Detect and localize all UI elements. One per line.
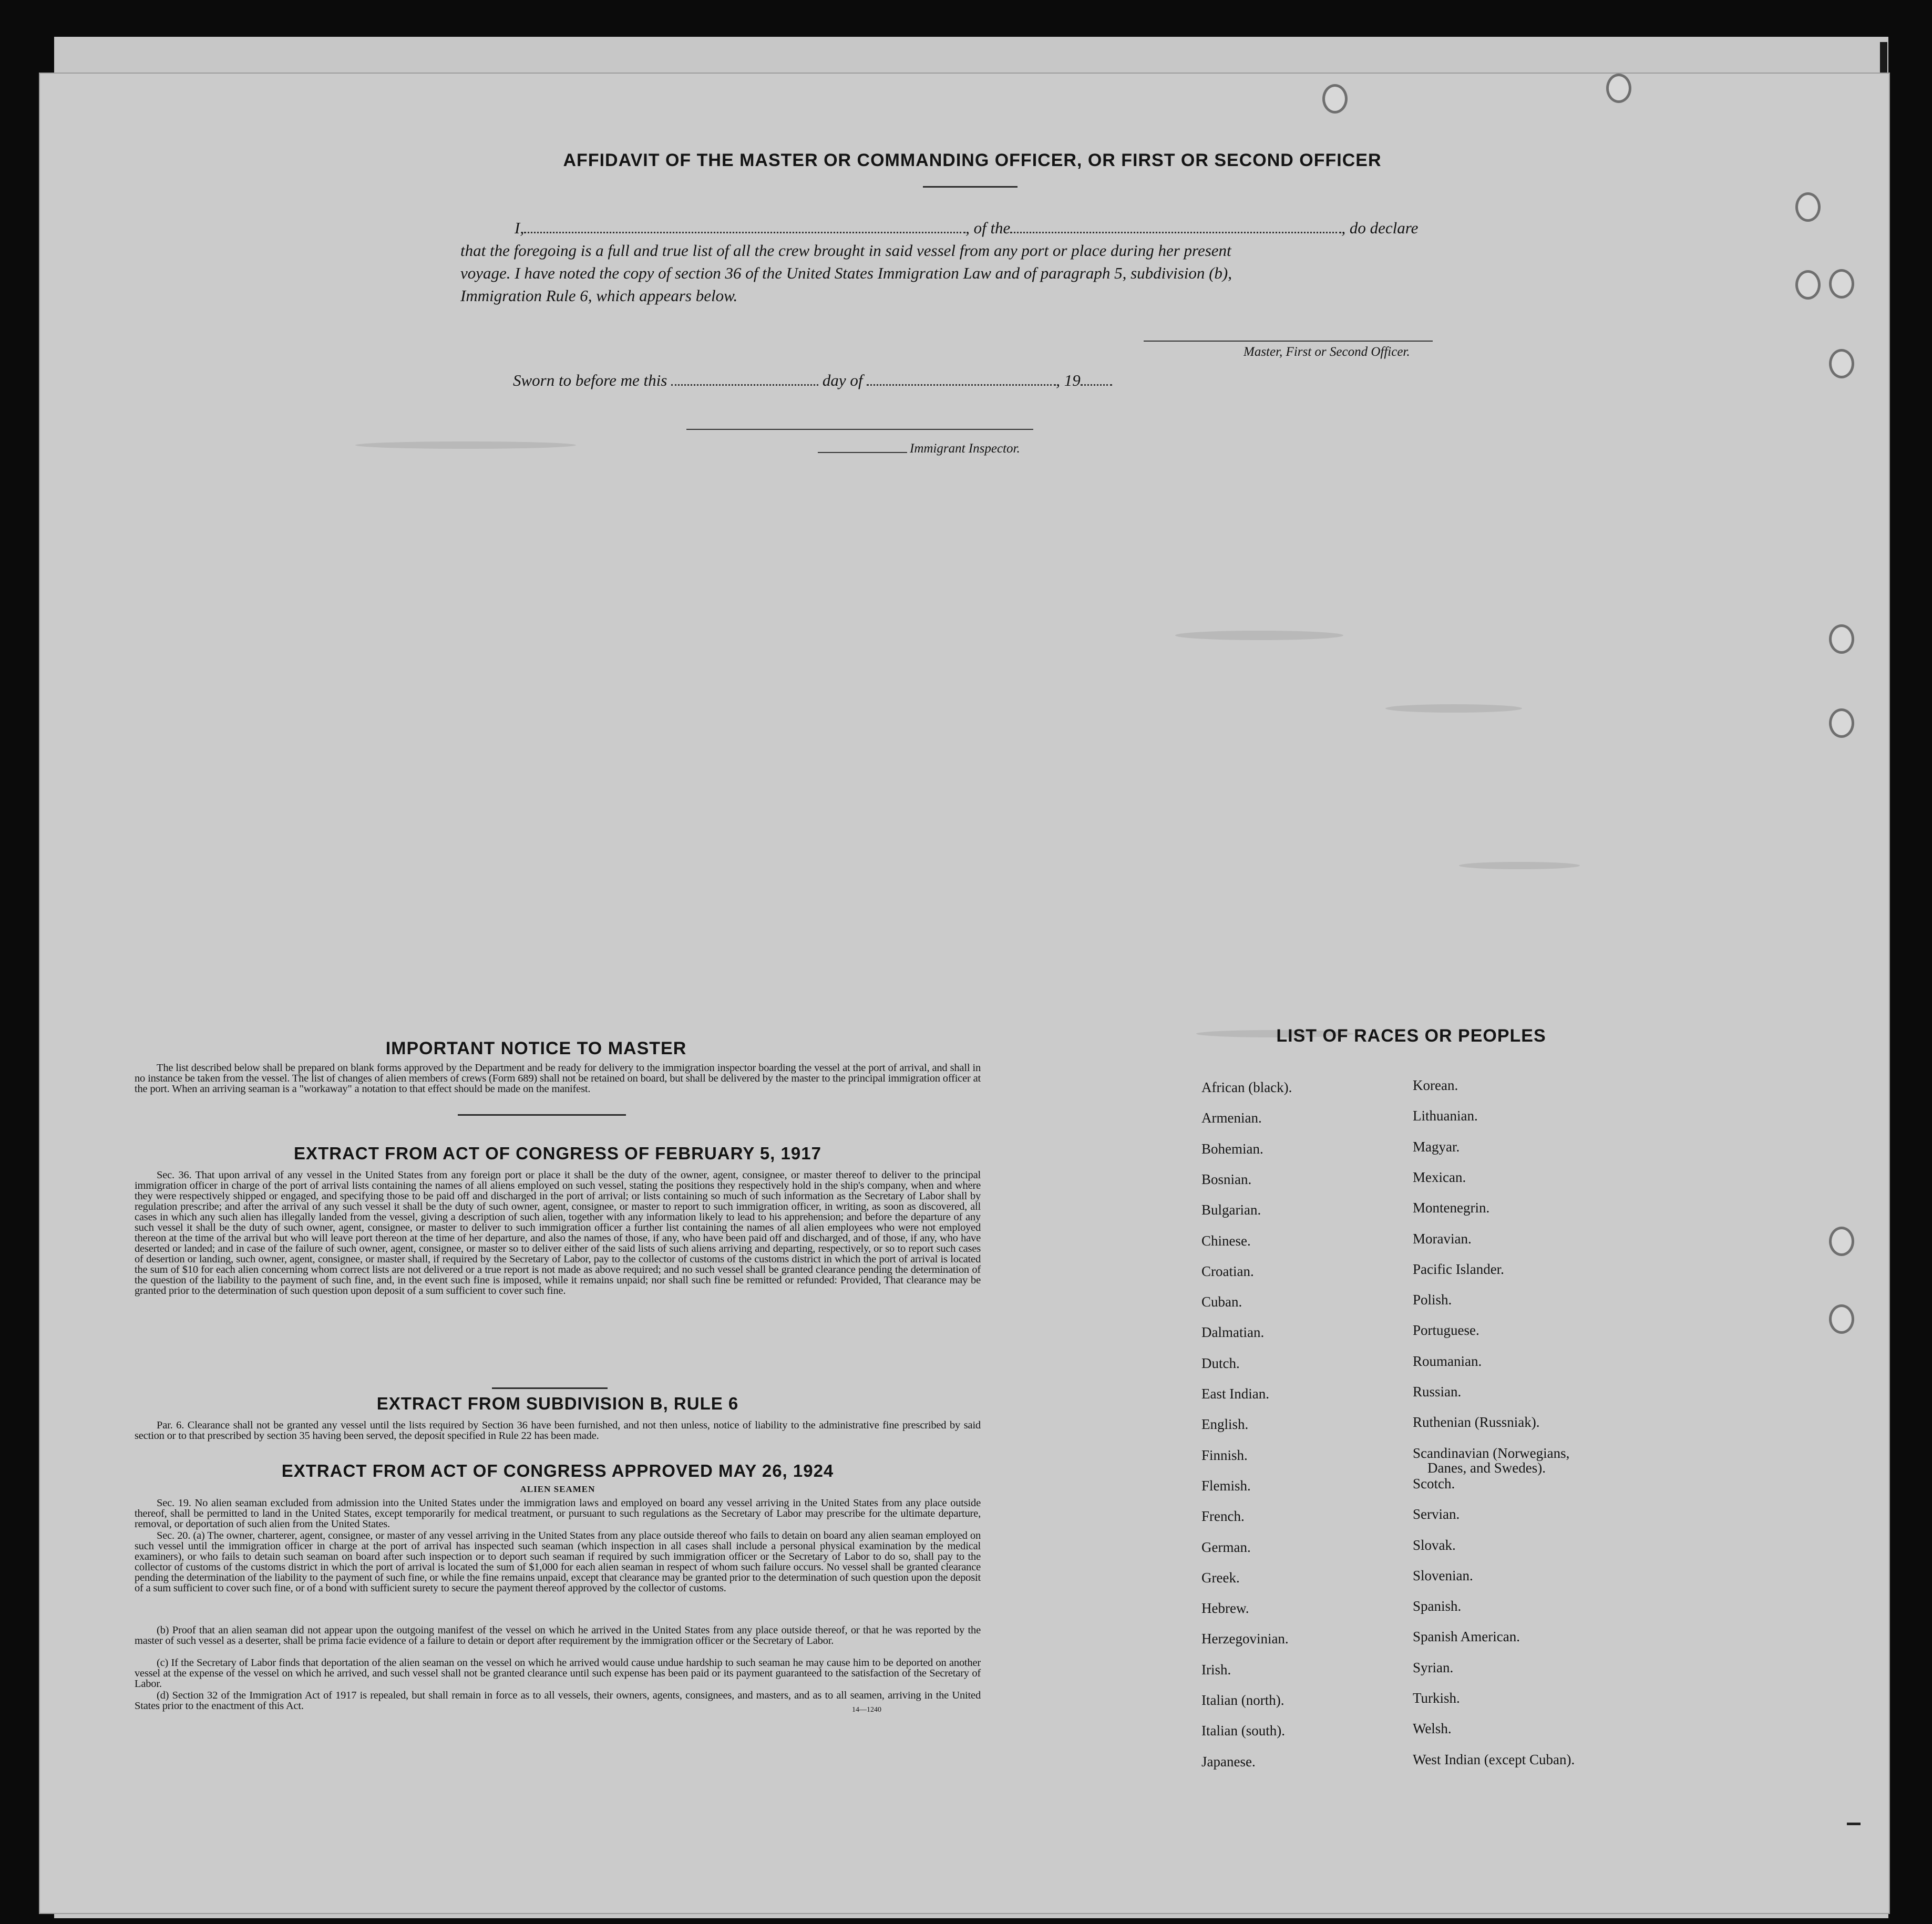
race-item: Finnish. (1201, 1447, 1248, 1463)
extract-1917-title: EXTRACT FROM ACT OF CONGRESS OF FEBRUARY 5, 1917 (294, 1144, 821, 1163)
punch-hole-icon (1829, 1227, 1854, 1256)
race-item: French. (1201, 1508, 1245, 1525)
race-item: Bulgarian. (1201, 1202, 1261, 1218)
race-item: Moravian. (1413, 1230, 1472, 1247)
notice-title: IMPORTANT NOTICE TO MASTER (385, 1038, 687, 1058)
punch-hole-icon (1322, 84, 1348, 114)
race-item: Korean. (1413, 1077, 1458, 1093)
inspector-signature-line (686, 429, 1033, 430)
race-item: Armenian. (1201, 1110, 1262, 1126)
punch-hole-icon (1795, 192, 1821, 222)
punch-hole-icon (1829, 1304, 1854, 1334)
notice-body: The list described below shall be prepared on blank forms approved by the Department and be ready for delivery to the immigration inspector boarding the vessel at the port of arrival, and shall in no instance be taken from the vessel. The list of changes of alien members of crews (Form 689) shall not be retained on board, but shall be delivered by the master to the principal immigration officer at the port. When an arriving seaman is a "workaway" a notation to that effect should be made on the manifest. (135, 1062, 981, 1095)
affidavit-line-1 (515, 219, 1418, 238)
race-item: Russian. (1413, 1384, 1462, 1400)
race-item: Mexican. (1413, 1169, 1466, 1185)
race-item: Hebrew. (1201, 1600, 1249, 1617)
race-item: Montenegrin. (1413, 1200, 1490, 1216)
rule-6-divider (492, 1387, 608, 1389)
affidavit-title: AFFIDAVIT OF THE MASTER OR COMMANDING OFFICER, OR FIRST OR SECOND OFFICER (563, 150, 1382, 170)
race-item: English. (1201, 1416, 1249, 1433)
race-item: Lithuanian. (1413, 1108, 1478, 1124)
race-item: Dalmatian. (1201, 1324, 1265, 1341)
race-item: Scotch. (1413, 1475, 1455, 1491)
affidavit-line-3: voyage. I have noted the copy of section 36 of the United States Immigration Law and of paragraph 5, subdivision (b), (460, 264, 1232, 282)
race-item: African (black). (1201, 1079, 1292, 1095)
master-signature-line (1144, 341, 1433, 342)
sworn-line (513, 371, 1112, 390)
race-item: Roumanian. (1413, 1353, 1482, 1369)
extract-1917-body: Sec. 36. That upon arrival of any vessel in the United States from any foreign port or place it shall be the duty of the owner, agent, consignee, or master thereof to deliver to the principal immigration officer in charge of the port of arrival lists containing the names of all aliens employed on such vessel, stating the positions they respectively hold in the ship's company, when and where they were respectively shipped or engaged, and specifying those to be paid off and discharged in the port of arrival; or lists containing so much of such information as the Secretary of Labor shall by regulation prescribe; and after the arrival of any such vessel it shall be the duty of such owner, agent, consignee, or master to report to such immigration officer, in writing, as soon as discovered, all cases in which any such alien has illegally landed from the vessel, giving a description of such alien, together with any information likely to lead to his apprehension; and before the departure of any such vessel it shall be the duty of such owner, agent, consignee, or master to deliver to such immigration officer a further list containing the names of all alien employees who were not employed thereon at the time of the arrival but who will leave port thereon at the time of her departure, and also the names of those, if any, who have been paid off and discharged, and of those, if any, who have deserted or landed; and in case of the failure of such owner, agent, consignee, or master so to deliver either of the said lists of such aliens arriving and departing, respectively, or so to report such cases of desertion or landing, such owner, agent, consignee, or master shall, if required by the Secretary of Labor, pay to the collector of customs of the customs district in which the port of arrival is located the sum of $10 for each alien concerning whom correct lists are not delivered or a true report is not made as above required; and no such vessel shall be granted clearance pending the determination of the question of the liability to the payment of such fine, and, in the event such fine is imposed, while it remains unpaid; nor shall such fine be remitted or refunded: Provided, That clearance may be granted prior to the determination of such question upon deposit of a sum sufficient to cover such fine. (135, 1169, 981, 1297)
race-item: Croatian. (1201, 1263, 1254, 1279)
race-item: Portuguese. (1413, 1322, 1479, 1339)
race-item: Japanese. (1201, 1753, 1256, 1769)
sec-20a-body: Sec. 20. (a) The owner, charterer, agent, consignee, or master of any vessel arriving in the United States from any place outside thereof who fails to detain on board any alien seaman employed on such vessel until the immigration officer in charge at the port of arrival has inspected such seaman (which inspection in all cases shall include a personal physical examination by the medical examiners), or who fails to detain such seaman on board after such inspection or to deport such seaman if required by such immigration officer or the Secretary of Labor to do so, shall pay to the collector of customs of the customs district in which the port of arrival is located the sum of $1,000 for each alien seaman in respect of whom such failure occurs. No vessel shall be granted clearance pending the determination of the liability to the payment of such fine, or while the fine remains unpaid, except that clearance may be granted prior to the determination of such question upon the deposit of a sum sufficient to cover such fine, or of a bond with sufficient surety to secure the payment thereof approved by the collector of customs. (135, 1530, 981, 1594)
sec-20c-body: (c) If the Secretary of Labor finds that deportation of the alien seaman on the vessel on which he arrived would cause undue hardship to such seaman he may cause him to be deported on another vessel at the expense of the vessel on which he arrived, and such vessel shall not be granted clearance until such expense has been paid or its payment guaranteed to the satisfaction of the Secretary of Labor. (135, 1657, 981, 1690)
race-item: West Indian (except Cuban). (1413, 1751, 1575, 1767)
punch-hole-icon (1829, 349, 1854, 378)
name-blank (524, 221, 965, 233)
race-item: Slovak. (1413, 1537, 1456, 1553)
affidavit-i: I, (515, 219, 525, 237)
race-item: Spanish American. (1413, 1629, 1520, 1645)
race-item: Slovenian. (1413, 1567, 1473, 1583)
vessel-blank (1010, 221, 1341, 233)
race-item: Irish. (1201, 1661, 1231, 1678)
sec-20d-body: (d) Section 32 of the Immigration Act of 1917 is repealed, but shall remain in force as to all vessels, their owners, agents, consignees, and masters, and as to all seamen, arriving in the United States prior to the enactment of this Act. (135, 1690, 981, 1712)
extract-1924-title: EXTRACT FROM ACT OF CONGRESS APPROVED MAY 26, 1924 (281, 1461, 834, 1480)
edge-mark (1847, 1823, 1861, 1825)
race-item: Welsh. (1413, 1721, 1452, 1737)
race-item: Syrian. (1413, 1659, 1454, 1675)
affidavit-line-2: that the foregoing is a full and true list of all the crew brought in said vessel from any port or place during her present (460, 241, 1231, 260)
punch-hole-icon (1829, 269, 1854, 299)
race-item: Turkish. (1413, 1690, 1460, 1706)
race-item: Scandinavian (Norwegians, (1413, 1445, 1570, 1461)
race-item: Flemish. (1201, 1477, 1251, 1494)
race-item: German. (1201, 1539, 1251, 1555)
race-item: Italian (south). (1201, 1723, 1285, 1739)
title-rule (923, 186, 1018, 188)
alien-seamen-subtitle: ALIEN SEAMEN (520, 1484, 595, 1494)
affidavit-declare: , do declare (1341, 219, 1419, 237)
punch-hole-icon (1829, 708, 1854, 738)
affidavit-of-the: , of the (965, 219, 1011, 237)
master-caption: Master, First or Second Officer. (1244, 345, 1410, 359)
race-item: Danes, and Swedes). (1427, 1459, 1546, 1476)
race-item: Greek. (1201, 1569, 1240, 1586)
sworn-month-blank (867, 374, 1056, 386)
rule-6-title: EXTRACT FROM SUBDIVISION B, RULE 6 (376, 1394, 739, 1413)
race-item: Herzegovinian. (1201, 1631, 1289, 1647)
inspector-caption: Immigrant Inspector. (910, 441, 1020, 456)
race-item: Ruthenian (Russniak). (1413, 1414, 1540, 1431)
race-item: Polish. (1413, 1292, 1452, 1308)
sworn-date-blank (671, 374, 818, 386)
rule-6-body: Par. 6. Clearance shall not be granted any vessel until the lists required by Section 36 have been furnished, and not then unless, notice of liability to the administrative fine prescribed by said section or to that prescribed by section 35 having been served, the deposit specified in Rule 22 has been made. (135, 1419, 981, 1442)
punch-hole-icon (1795, 270, 1821, 300)
sworn-year: , 19 (1056, 371, 1081, 389)
sworn-day: day of (822, 371, 863, 389)
race-item: Bohemian. (1201, 1140, 1263, 1157)
form-page (40, 74, 1889, 1913)
race-item: Chinese. (1201, 1232, 1251, 1249)
race-item: Magyar. (1413, 1138, 1460, 1155)
race-item: East Indian. (1201, 1386, 1269, 1402)
race-item: Cuban. (1201, 1294, 1242, 1310)
sec-19-body: Sec. 19. No alien seaman excluded from admission into the United States under the immigration laws and employed on board any vessel arriving in the United States from any place outside thereof, shall be permitted to land in the United States, except temporarily for medical treatment, or pursuant to such regulations as the Secretary of Labor may prescribe for the ultimate departure, removal, or deportation of such alien from the United States. (135, 1497, 981, 1530)
sec-20b-body: (b) Proof that an alien seaman did not appear upon the outgoing manifest of the vessel on which he arrived in the United States from any place outside thereof, or that he was reported by the master of such vessel as a deserter, shall be prima facie evidence of a failure to detain or deport after requirement by the immigration officer or the Secretary of Labor. (135, 1624, 981, 1647)
sworn-prefix: Sworn to before me this (513, 371, 667, 389)
race-item: Dutch. (1201, 1355, 1240, 1371)
affidavit-line-4: Immigration Rule 6, which appears below. (460, 286, 738, 305)
race-item: Spanish. (1413, 1598, 1462, 1614)
punch-hole-icon (1606, 74, 1631, 103)
race-item: Italian (north). (1201, 1692, 1284, 1708)
race-item: Pacific Islander. (1413, 1261, 1504, 1277)
form-number: 14—1240 (852, 1706, 881, 1714)
race-item: Bosnian. (1201, 1171, 1252, 1187)
race-item: Servian. (1413, 1506, 1460, 1522)
races-title: LIST OF RACES OR PEOPLES (1276, 1026, 1546, 1046)
sworn-year-blank (1081, 374, 1112, 386)
notice-rule (458, 1114, 626, 1116)
punch-hole-icon (1829, 624, 1854, 654)
inspector-short-line (818, 452, 907, 453)
